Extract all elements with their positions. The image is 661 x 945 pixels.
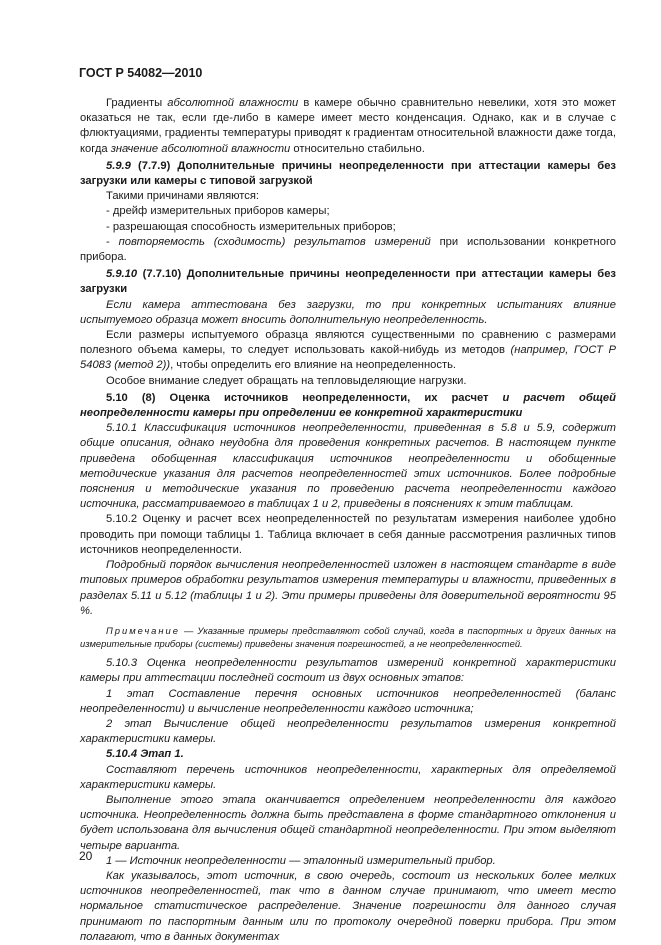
paragraph-compose: Составляют перечень источников неопределенности, характерных для определяемой характеристики камеры.	[80, 763, 616, 791]
paragraph-last: Как указывалось, этот источник, в свою очередь, состоит из нескольких более мелких источников неопределенностей, так что в данном случае принимают, что имеет место нормальное статистическое распределение. Значение погрешности для данного случая принимают по паспортным данным или по протоколу очередной поверки прибора. При этом полагают, что в данных документах	[80, 869, 616, 943]
paragraph-causes: Такими причинами являются:	[106, 190, 260, 203]
section-heading-5-10: 5.10 (8) Оценка источников неопределенности, их расчет и расчет общей неопределенности камеры при определении ее конкретной характеристики	[80, 391, 616, 420]
section-heading-5-9-9: 5.9.9 (7.7.9) Дополнительные причины неопределенности при аттестации камеры без загрузки или камеры с типовой загрузкой	[80, 159, 616, 188]
paragraph-detail: Подробный порядок вычисления неопределенностей изложен в настоящем стандарте в виде типовых примеров обработки результатов измерения температуры и влажности, приведенных в разделах 5.11 и 5.12 (таблицы 1 и 2). Эти примеры приведены для доверительной вероятности 95 %.	[80, 559, 616, 617]
paragraph-5-10-2: 5.10.2 Оценку и расчет всех неопределенностей по результатам измерения наиболее удобно проводить при помощи таблицы 1. Таблица включает в себя данные рассмотрения различных типов источников неопределенности.	[80, 513, 616, 556]
page-number: 20	[79, 849, 93, 863]
section-heading-5-9-10: 5.9.10 (7.7.10) Дополнительные причины неопределенности при аттестации камеры без загрузки	[80, 268, 616, 296]
document-body	[80, 96, 616, 945]
standard-header: ГОСТ Р 54082—2010	[79, 66, 203, 80]
stage-2: 2 этап Вычисление общей неопределенности результатов измерения конкретной характеристики камеры.	[80, 717, 616, 746]
paragraph-special: Особое внимание следует обращать на тепловыделяющие нагрузки.	[106, 374, 467, 387]
paragraph-unloaded: Если камера аттестована без загрузки, то при конкретных испытаниях влияние испытуемого образца может вносить дополнительную неопределенность.	[80, 298, 616, 326]
list-item: - разрешающая способность измерительных приборов;	[106, 220, 396, 233]
section-heading-5-10-4: 5.10.4 Этап 1.	[106, 748, 184, 761]
paragraph-5-10-3: 5.10.3 Оценка неопределенности результатов измерений конкретной характеристики камеры при аттестации последней состоит из двух основных этапов:	[80, 657, 616, 685]
list-item: - дрейф измерительных приборов камеры;	[106, 205, 330, 218]
paragraph-gradients: Градиенты абсолютной влажности в камере обычно сравнительно невелики, хотя это может оказаться не так, если где-либо в камере имеет место конденсация. Однако, как и в случае с флюктуациями, градиенты температуры приводят к градиентам относительной влажности даже тогда, когда значение абсолютной влажности относительно стабильно.	[80, 97, 616, 155]
list-item: - повторяемость (сходимость) результатов измерений при использовании конкретного прибора.	[80, 235, 616, 264]
stage-1: 1 этап Составление перечня основных источников неопределенностей (баланс неопределенности) и вычисление неопределенности каждого источника;	[80, 687, 616, 715]
paragraph-source-1: 1 — Источник неопределенности — эталонный измерительный прибор.	[106, 854, 496, 867]
paragraph-execution: Выполнение этого этапа оканчивается определением неопределенности для каждого источника. Неопределенность должна быть представлена в форме стандартного отклонения и будет использована для вычисления общей стандартной неопределенности. При этом выделяют четыре варианта.	[80, 793, 616, 852]
paragraph-sizes: Если размеры испытуемого образца являются существенными по сравнению с размерами полезного объема камеры, то следует использовать какой-нибудь из методов (например, ГОСТ Р 54083 (метод 2)), чтобы определить его влияние на неопределенность.	[80, 329, 616, 372]
note: Примечание — Указанные примеры представляют собой случай, когда в паспортных и других данных на измерительные приборы (системы) приведены значения погрешностей, а не неопределенностей.	[80, 624, 616, 649]
paragraph-5-10-1: 5.10.1 Классификация источников неопределенности, приведенная в 5.8 и 5.9, содержит общие описания, однако неудобна для проведения конкретных расчетов. В настоящем пункте приведена обобщенная классификация источников неопределенности и обобщенные методические указания для расчетов неопределенностей этих источников. Более подробные пояснения и методические указания по проведению расчета неопределенности каждого источника, рассматриваемого в таблицах 1 и 2, приведены в пояснениях к этим таблицам.	[80, 422, 616, 511]
